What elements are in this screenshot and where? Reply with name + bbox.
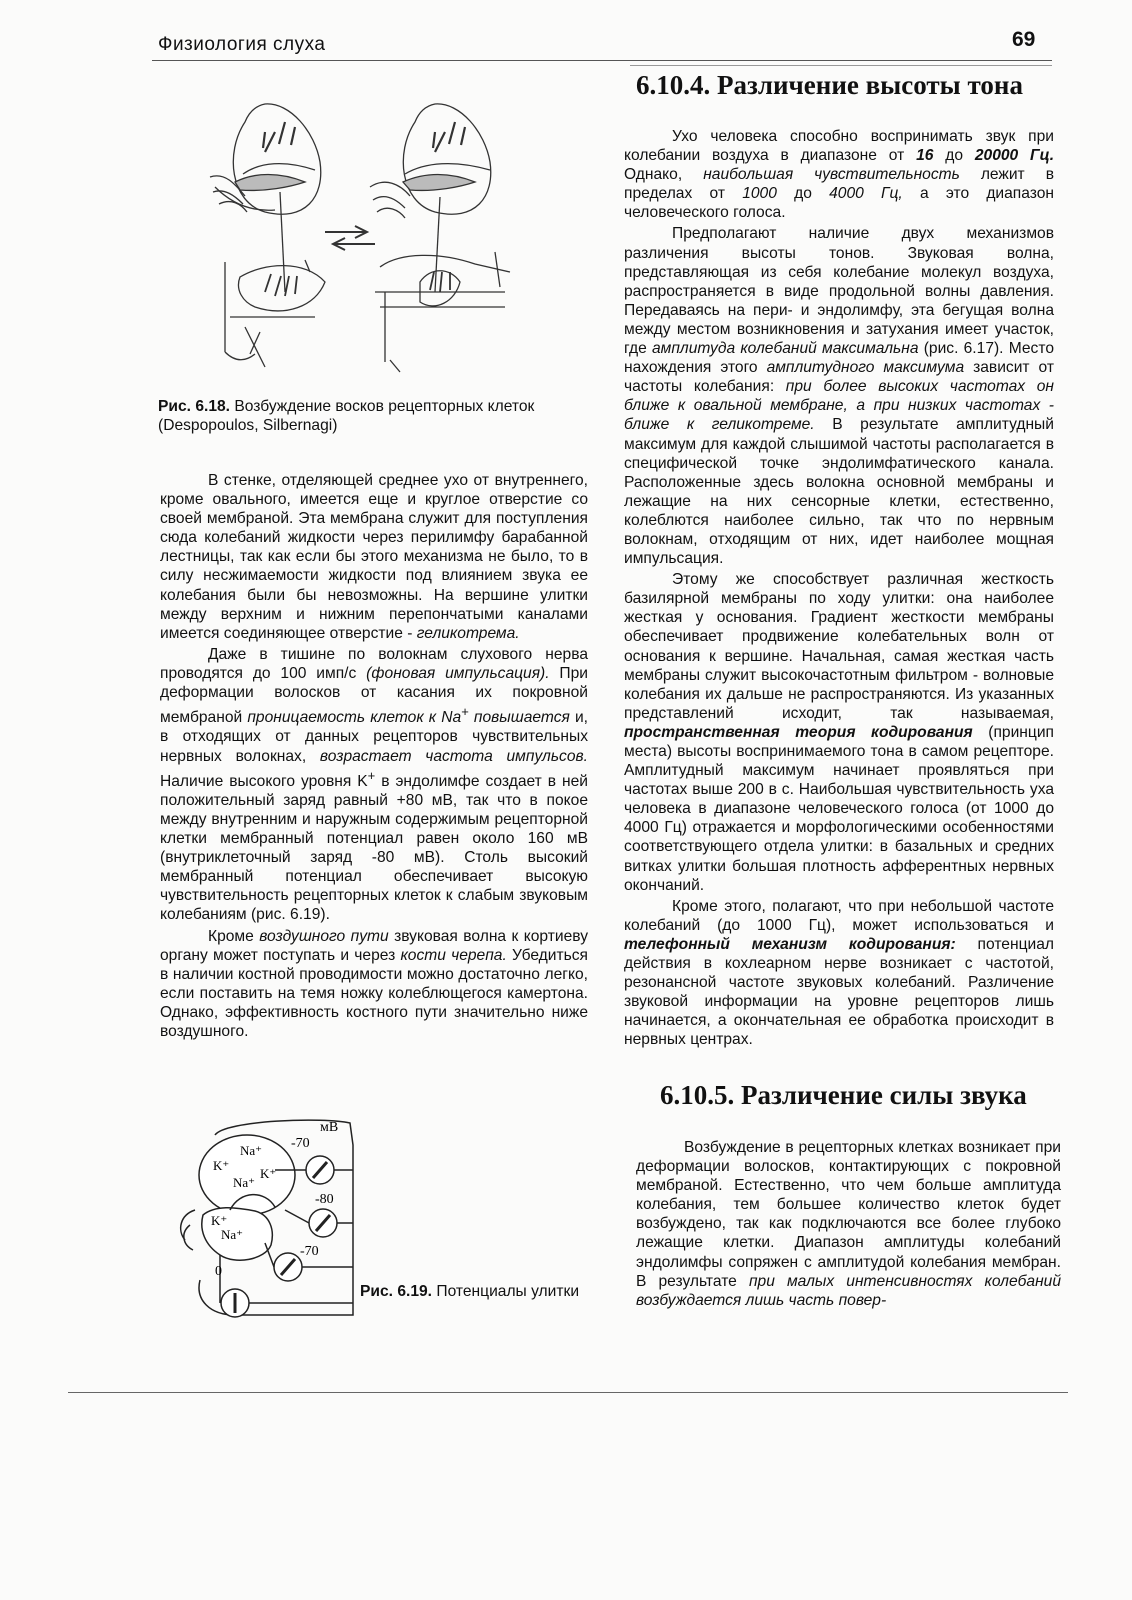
- figure-6-18-caption: [158, 397, 598, 435]
- fig-value-label: -80: [315, 1192, 334, 1207]
- fig-ion-label: Na⁺: [221, 1227, 244, 1242]
- header-rule-secondary: [630, 65, 1052, 66]
- fig-ion-label: K⁺: [211, 1213, 228, 1228]
- fig-value-label: 0: [215, 1264, 222, 1279]
- fig-value-label: -70: [291, 1136, 310, 1151]
- section-title-6-10-4: 6.10.4. Различение высоты тона: [636, 70, 1023, 100]
- figure-6-19-caption: [360, 1282, 596, 1301]
- page-number: 69: [1012, 28, 1036, 51]
- section-6-10-4-text: [624, 127, 1054, 1050]
- figure-6-19-diagram: [175, 1115, 360, 1330]
- footer-rule: [68, 1392, 1068, 1393]
- paragraph: Возбуждение в рецепторных клетках возникает при деформации волосков, контактирующих с покровной мембраной. Естественно, что чем больше амплитуда колебания, тем большее количество клеток будет возбуждено, так как подключаются все более глубоко лежащие клетки. Диапазон амплитуды колебаний эндолимфы сопряжен с амплитудой колебания мембран. В результате при малых интенсивностях колебаний возбуждается лишь часть повер-: [636, 1139, 1061, 1309]
- section-title-6-10-5: 6.10.5. Различение силы звука: [660, 1080, 1027, 1110]
- fig-ion-label: K⁺: [213, 1158, 230, 1173]
- paragraph: Даже в тишине по волокнам слухового нерва проводятся до 100 имп/с (фоновая импульсация). При деформации волосков от касания их покровной мембраной проницаемость клеток к Na+ повышается и, в отходящих от данных рецепторов чувствительных нервных волокнах, возрастает частота импульсов. Наличие высокого уровня K+ в эндолимфе создает в ней положительный заряд равный +80 мВ, так что в покое между внутренним и наружным содержимым рецепторной клетки мембранный потенциал равен около 160 мВ (внутриклеточный заряд -80 мВ). Столь высокий мембранный потенциал обеспечивает высокую чувствительность рецепторных клеток к слабым звуковым колебаниям (рис. 6.19).: [160, 645, 588, 924]
- paragraph: В стенке, отделяющей среднее ухо от внутреннего, кроме овального, имеется еще и круглое отверстие со своей мембраной. Эта мембрана служит для поступления сюда колебаний жидкости через перилимфу барабанной лестницы, так как если бы этого механизма не было, то в силу несжимаемости жидкости под влиянием звука ее колебания были бы невозможны. На вершине улитки между верхним и нижним перепончатыми каналами имеется соединяющее отверстие - геликотрема.: [160, 472, 588, 642]
- paragraph: Кроме этого, полагают, что при небольшой частоте колебаний (до 1000 Гц), может использоваться и телефонный механизм кодирования: потенциал действия в кохлеарном нерве возникает с частотой, резонансной частоте звуковых колебаний. Различение звуковой информации на уровне рецепторов лишь начинается, а окончательная ее обработка происходит в нервных центрах.: [624, 897, 1054, 1049]
- paragraph: Этому же способствует различная жесткость базилярной мембраны по ходу улитки: она наиболее жесткая у основания. Градиент жесткости мембраны обеспечивает продвижение колебательных волн от основания к вершине. Начальная, самая жесткая часть мембраны служит высокочастотным фильтром - волновые колебания их дальше не распространяются. Из указанных представлений исходит, так называемая, пространственная теория кодирования (принцип места) высоты воспринимаемого тона в самом рецепторе. Амплитудный максимум начинает проявляться при частотах выше 200 в с. Наибольшая чувствительность уха человека в диапазоне человеческого голоса (от 1000 до 4000 Гц) отражается и морфологическими особенностями соответствующего отдела улитки: в базальных и средних витках улитки большая плотность афферентных нервных окончаний.: [624, 571, 1054, 894]
- running-title: Физиология слуха: [158, 34, 326, 55]
- fig-ion-label: Na⁺: [240, 1143, 263, 1158]
- figure-6-19-caption-text: Потенциалы улитки: [436, 1283, 580, 1300]
- left-column-text: [160, 471, 588, 1041]
- fig-unit-label: мВ: [320, 1120, 339, 1135]
- paragraph: Предполагают наличие двух механизмов различения высоты тонов. Звуковая волна, представляющая из себя колебание молекул воздуха, распространяется в виде продольной волны давления. Передаваясь на пери- и эндолимфу, эта бегущая волна между местом возникновения и затухания имеет участок, где амплитуда колебаний максимальна (рис. 6.17). Место нахождения этого амплитудного максимума зависит от частоты колебания: при более высоких частотах он ближе к овальной мембране, а при низких частотах - ближе к геликотреме. В результате амплитудный максимум для каждой слышимой частоты располагается в специфической точке эндолимфатического канала. Расположенные здесь волокна основной мембраны и лежащие на них сенсорные клетки, естественно, колеблются наиболее сильно, так что по нервным волокнам, отходящим от них, идет наиболее мощная импульсация.: [624, 225, 1054, 568]
- figure-6-19-caption-label: Рис. 6.19.: [360, 1283, 433, 1300]
- fig-ion-label: K⁺: [260, 1166, 277, 1181]
- paragraph: Кроме воздушного пути звуковая волна к кортиеву органу может поступать и через кости черепа. Убедиться в наличии костной проводимости можно достаточно легко, если поставить на темя ножку колеблющегося камертона. Однако, эффективность костного пути значительно ниже воздушного.: [160, 927, 588, 1040]
- figure-6-18-caption-text: Возбуждение восков рецепторных клеток (Despopoulos, Silbernagi): [158, 398, 535, 434]
- fig-value-label: -70: [300, 1244, 319, 1259]
- paragraph: Ухо человека способно воспринимать звук при колебании воздуха в диапазоне от 16 до 20000 Гц. Однако, наибольшая чувствительность лежит в пределах от 1000 до 4000 Гц, а это диапазон человеческого голоса.: [624, 128, 1055, 222]
- header-rule: [152, 60, 1052, 61]
- figure-6-18-illustration: [205, 92, 535, 382]
- section-6-10-5-text: [636, 1138, 1061, 1310]
- figure-6-18-caption-label: Рис. 6.18.: [158, 398, 231, 415]
- fig-ion-label: Na⁺: [233, 1175, 256, 1190]
